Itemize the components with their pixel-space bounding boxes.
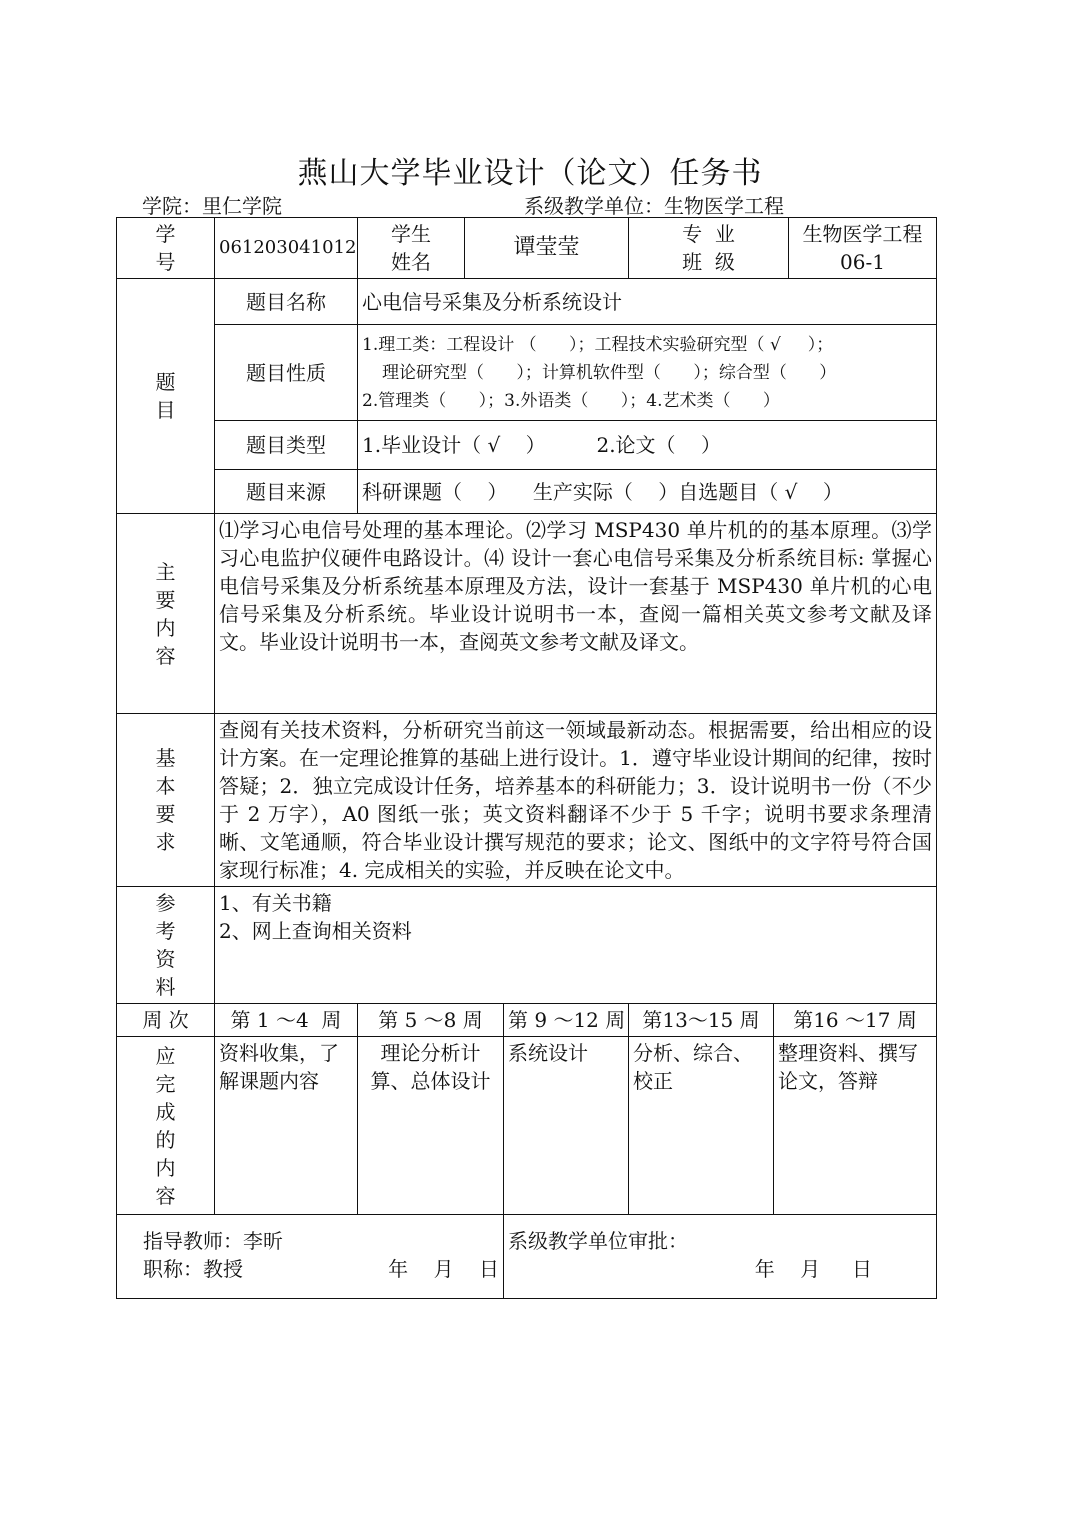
- references-row: [117, 887, 937, 1004]
- student-name-label: 学生 姓名: [358, 218, 465, 279]
- week-cell: 第13～15 周: [629, 1004, 774, 1037]
- unit-field: 系级教学单位：生物医学工程: [524, 194, 784, 218]
- main-content-row: [117, 514, 937, 714]
- signature-row: [117, 1215, 937, 1299]
- week-cell: 第 1 ～4 周: [215, 1004, 358, 1037]
- requirements-text: 查阅有关技术资料，分析研究当前这一领域最新动态。根据需要，给出相应的设计方案。在一定理论推算的基础上进行设计。1．遵守毕业设计期间的纪律，按时答疑；2．独立完成设计任务，培养基本的科研能力；3．设计说明书一份（不少于 2 万字），A0 图纸一张；英文资料翻译不少于 5 千字；说明书要求条理清晰、文笔通顺，符合毕业设计撰写规范的要求；论文、图纸中的文字符号符合国家现行标准；4. 完成相关的实验，并反映在论文中。: [215, 714, 937, 887]
- requirements-label: 基 本 要 求: [117, 714, 215, 887]
- week-cell: 第 9 ～12 周: [504, 1004, 629, 1037]
- approval-date: 年 月 日: [754, 1257, 873, 1281]
- approval-block: [504, 1215, 937, 1299]
- main-content-label: 主 要 内 容: [117, 514, 215, 714]
- task-cell: 分析、综合、校正: [629, 1037, 774, 1215]
- reference-item: 1、有关书籍: [219, 891, 332, 915]
- student-info-row: [117, 218, 937, 279]
- topic-type-value: 1.毕业设计（ √ ） 2.论文（ ）: [358, 421, 937, 470]
- topic-nature-row: [117, 325, 937, 421]
- advisor-date: 年 月 日: [388, 1257, 499, 1281]
- topic-name-row: [117, 279, 937, 325]
- advisor-field: 指导教师：李昕: [143, 1229, 283, 1253]
- topic-nature-value: 1.理工类：工程设计 （ ）；工程技术实验研究型（ √ ）； 理论研究型（ ）；计算机软件型（ ）；综合型（ ） 2.管理类（ ）；3.外语类（ ）；4.艺术类（ ）: [358, 325, 937, 421]
- topic-nature-label: 题目性质: [215, 325, 358, 421]
- schedule-tasks-row: [117, 1037, 937, 1215]
- references-label: 参 考 资 料: [117, 887, 215, 1004]
- student-id-value: 061203041012: [215, 218, 358, 279]
- tasks-label: 应 完 成 的 内 容: [117, 1037, 215, 1215]
- references-list: [215, 887, 937, 1004]
- advisor-block: [117, 1215, 504, 1299]
- document-title: 燕山大学毕业设计（论文）任务书: [297, 156, 763, 191]
- major-class-value: 生物医学工程 06-1: [789, 218, 937, 279]
- topic-source-value: 科研课题（ ） 生产实际（ ）自选题目（ √ ）: [358, 470, 937, 514]
- approval-field: 系级教学单位审批：: [508, 1229, 688, 1253]
- task-cell: 系统设计: [504, 1037, 629, 1215]
- week-cell: 第16 ～17 周: [774, 1004, 937, 1037]
- task-cell: 整理资料、撰写论文，答辩: [774, 1037, 937, 1215]
- student-name-value: 谭莹莹: [465, 218, 629, 279]
- topic-type-label: 题目类型: [215, 421, 358, 470]
- task-cell: 理论分析计算、总体设计: [358, 1037, 504, 1215]
- topic-type-row: [117, 421, 937, 470]
- schedule-weeks-row: [117, 1004, 937, 1037]
- student-id-label: 学 号: [117, 218, 215, 279]
- topic-name-value: 心电信号采集及分析系统设计: [358, 279, 937, 325]
- major-class-label: 专 业 班 级: [629, 218, 789, 279]
- college-field: 学院：里仁学院: [142, 194, 282, 218]
- topic-name-label: 题目名称: [215, 279, 358, 325]
- week-cell: 第 5 ～8 周: [358, 1004, 504, 1037]
- topic-source-row: [117, 470, 937, 514]
- week-label: 周 次: [117, 1004, 215, 1037]
- task-cell: 资料收集，了解课题内容: [215, 1037, 358, 1215]
- topic-section-label: 题 目: [117, 279, 215, 514]
- requirements-row: [117, 714, 937, 887]
- topic-source-label: 题目来源: [215, 470, 358, 514]
- task-form-table: [116, 217, 937, 1299]
- main-content-text: ⑴学习心电信号处理的基本理论。⑵学习 MSP430 单片机的的基本原理。⑶学习心电监护仪硬件电路设计。⑷ 设计一套心电信号采集及分析系统目标: 掌握心电信号采集及分析系统基本原理及方法，设计一套基于 MSP430 单片机的心电信号采集及分析系统。毕业设计说明书一本，查阅一篇相关英文参考文献及译文。毕业设计说明书一本，查阅英文参考文献及译文。: [215, 514, 937, 714]
- reference-item: 2、网上查询相关资料: [219, 919, 412, 943]
- advisor-title-field: 职称：教授 年 月 日: [143, 1257, 499, 1281]
